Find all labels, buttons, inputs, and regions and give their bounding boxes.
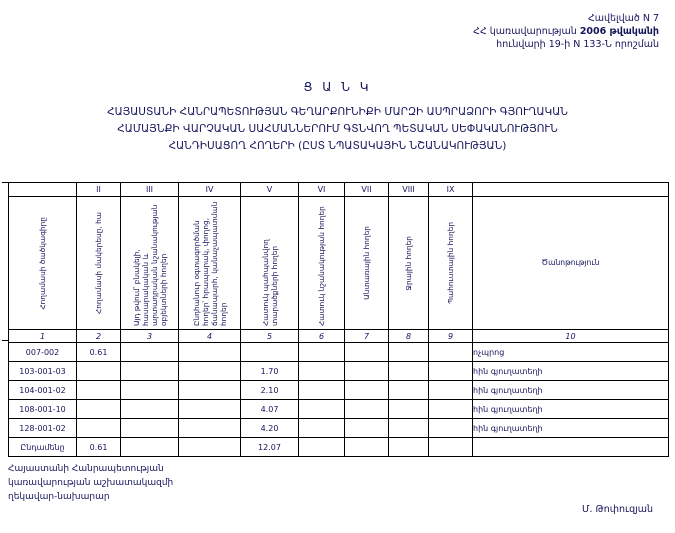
cell-common-use bbox=[179, 419, 241, 438]
cell-area bbox=[77, 362, 121, 381]
header-cell-forest bbox=[345, 197, 389, 330]
cell-water bbox=[389, 381, 429, 400]
header-cell-common-use bbox=[179, 197, 241, 330]
header-label-residential: Այդ թվում՝ բնակելի, հասարակական և արտադրական նշանակության օբյեկտների հողեր bbox=[131, 204, 168, 326]
header-label-common-use: Ընդհանուր օգտագործման հողեր՝ հրապարակ, փողոց, ճանապարհ, կանաչապատման հողեր bbox=[191, 201, 228, 326]
subtitle-line-2: ՀԱՄԱՅՆՔԻ ՎԱՐՉԱԿԱՆ ՍԱՀՄԱՆՆԵՐՈՒՄ ԳՏՆՎՈՂ ՊԵՏԱԿԱՆ ՍԵՓԱԿԱՆՈՒԹՅՈՒՆ bbox=[117, 123, 558, 135]
header-label-protected: Հատուկ պահպանվող տարածքների հողեր bbox=[260, 239, 279, 326]
document-title: Ց Ա Ն Կ bbox=[303, 80, 372, 94]
cell-note: հին գյուղատեղի bbox=[473, 381, 669, 400]
roman-col-10 bbox=[473, 183, 669, 197]
cell-area bbox=[77, 400, 121, 419]
header-label-code: Հողամասի ծածկագիրը bbox=[38, 216, 47, 310]
header-label-note: Ծանոթություն bbox=[541, 258, 600, 268]
cell-protected bbox=[241, 343, 299, 362]
cell-water bbox=[389, 343, 429, 362]
header-cell-note bbox=[473, 197, 669, 330]
header-label-water: Ջրային հողեր bbox=[404, 235, 413, 291]
cell-area: 0.61 bbox=[77, 343, 121, 362]
cell-reserve bbox=[429, 400, 473, 419]
cell-special bbox=[299, 362, 345, 381]
table-header-row bbox=[9, 197, 669, 330]
header-line-2-prefix: ՀՀ կառավարության bbox=[473, 26, 580, 37]
cell-common-use bbox=[179, 400, 241, 419]
cell-special bbox=[299, 400, 345, 419]
header-label-area: Հողամասի մակերեսը, հա bbox=[94, 211, 103, 315]
footer-signature-name: Մ. Թոփուզյան bbox=[581, 504, 653, 515]
colnum-1: 1 bbox=[9, 330, 77, 343]
header-cell-protected bbox=[241, 197, 299, 330]
document-header bbox=[473, 12, 659, 51]
colnum-2: 2 bbox=[77, 330, 121, 343]
cell-forest bbox=[345, 343, 389, 362]
footer-line-3: ղեկավար-նախարար bbox=[8, 492, 110, 502]
cell-area bbox=[77, 419, 121, 438]
total-reserve bbox=[429, 438, 473, 457]
roman-col-6: VI bbox=[299, 183, 345, 197]
cell-note: հին գյուղատեղի bbox=[473, 362, 669, 381]
header-cell-special bbox=[299, 197, 345, 330]
total-label: Ընդամենը bbox=[9, 438, 77, 457]
roman-col-2: II bbox=[77, 183, 121, 197]
colnum-8: 8 bbox=[389, 330, 429, 343]
cell-common-use bbox=[179, 343, 241, 362]
cell-water bbox=[389, 362, 429, 381]
cell-residential bbox=[121, 419, 179, 438]
total-common-use bbox=[179, 438, 241, 457]
header-cell-residential bbox=[121, 197, 179, 330]
total-forest bbox=[345, 438, 389, 457]
cell-protected: 2.10 bbox=[241, 381, 299, 400]
colnum-3: 3 bbox=[121, 330, 179, 343]
cell-reserve bbox=[429, 362, 473, 381]
cell-protected: 1.70 bbox=[241, 362, 299, 381]
cell-forest bbox=[345, 381, 389, 400]
total-protected: 12.07 bbox=[241, 438, 299, 457]
header-cell-water bbox=[389, 197, 429, 330]
roman-col-8: VIII bbox=[389, 183, 429, 197]
land-registry-table-wrapper bbox=[8, 182, 668, 457]
roman-col-3: III bbox=[121, 183, 179, 197]
cell-protected: 4.20 bbox=[241, 419, 299, 438]
table-row bbox=[9, 419, 669, 438]
table-total-row bbox=[9, 438, 669, 457]
cell-forest bbox=[345, 400, 389, 419]
header-cell-reserve bbox=[429, 197, 473, 330]
cell-special bbox=[299, 419, 345, 438]
header-line-2 bbox=[473, 25, 659, 38]
cell-note: հին գյուղատեղի bbox=[473, 419, 669, 438]
cell-forest bbox=[345, 362, 389, 381]
cell-code: 007-002 bbox=[9, 343, 77, 362]
cell-special bbox=[299, 381, 345, 400]
cell-water bbox=[389, 419, 429, 438]
cell-reserve bbox=[429, 343, 473, 362]
colnum-9: 9 bbox=[429, 330, 473, 343]
table-row bbox=[9, 362, 669, 381]
cell-note: հին գյուղատեղի bbox=[473, 400, 669, 419]
cell-code: 103-001-03 bbox=[9, 362, 77, 381]
table-row bbox=[9, 400, 669, 419]
header-cell-code bbox=[9, 197, 77, 330]
total-special bbox=[299, 438, 345, 457]
header-label-reserve: Պահուստային հողեր bbox=[446, 222, 455, 304]
cell-area bbox=[77, 381, 121, 400]
cell-code: 108-001-10 bbox=[9, 400, 77, 419]
cell-code: 128-001-02 bbox=[9, 419, 77, 438]
header-label-special: Հատուկ նշանակության հողեր bbox=[317, 206, 326, 326]
cell-residential bbox=[121, 400, 179, 419]
colnum-5: 5 bbox=[241, 330, 299, 343]
land-registry-table bbox=[8, 182, 669, 457]
cell-water bbox=[389, 400, 429, 419]
cell-forest bbox=[345, 419, 389, 438]
cell-protected: 4.07 bbox=[241, 400, 299, 419]
cell-residential bbox=[121, 362, 179, 381]
table-row bbox=[9, 343, 669, 362]
header-cell-area bbox=[77, 197, 121, 330]
total-note bbox=[473, 438, 669, 457]
cell-special bbox=[299, 343, 345, 362]
roman-col-7: VII bbox=[345, 183, 389, 197]
cell-residential bbox=[121, 343, 179, 362]
footer-line-1: Հայաստանի Հանրապետության bbox=[8, 464, 164, 474]
cell-common-use bbox=[179, 362, 241, 381]
total-residential bbox=[121, 438, 179, 457]
document-subtitle bbox=[0, 104, 675, 155]
subtitle-line-3: ՀԱՆԴԻՍԱՑՈՂ ՀՈՂԵՐԻ (ԸՍՏ ՆՊԱՏԱԿԱՅԻՆ ՆՇԱՆԱԿՈՒԹՅԱՆ) bbox=[168, 140, 507, 152]
header-label-forest: Անտառային հողեր bbox=[362, 226, 371, 300]
total-water bbox=[389, 438, 429, 457]
roman-col-1 bbox=[9, 183, 77, 197]
colnum-7: 7 bbox=[345, 330, 389, 343]
cell-code: 104-001-02 bbox=[9, 381, 77, 400]
colnum-10: 10 bbox=[473, 330, 669, 343]
table-roman-header-row bbox=[9, 183, 669, 197]
table-column-number-row bbox=[9, 330, 669, 343]
roman-col-4: IV bbox=[179, 183, 241, 197]
roman-col-9: IX bbox=[429, 183, 473, 197]
cell-residential bbox=[121, 381, 179, 400]
total-area: 0.61 bbox=[77, 438, 121, 457]
table-row bbox=[9, 381, 669, 400]
header-line-2-year: 2006 թվականի bbox=[579, 26, 659, 37]
header-line-3: հունվարի 19-ի N 133-Ն որոշման bbox=[496, 39, 659, 50]
cell-note: ոչպրոց bbox=[473, 343, 669, 362]
footer-signatory-block bbox=[8, 462, 173, 504]
cell-common-use bbox=[179, 381, 241, 400]
colnum-6: 6 bbox=[299, 330, 345, 343]
subtitle-line-1: ՀԱՅԱՍՏԱՆԻ ՀԱՆՐԱՊԵՏՈՒԹՅԱՆ ԳԵՂԱՐՔՈՒՆԻՔԻ ՄԱՐԶԻ ԱՍՊՐԱՁՈՐԻ ԳՅՈՒՂԱԿԱՆ bbox=[107, 106, 568, 118]
roman-col-5: V bbox=[241, 183, 299, 197]
colnum-4: 4 bbox=[179, 330, 241, 343]
cell-reserve bbox=[429, 381, 473, 400]
footer-line-2: կառավարության աշխատակազմի bbox=[8, 478, 174, 488]
header-line-1: Հավելված N 7 bbox=[587, 13, 659, 24]
cell-reserve bbox=[429, 419, 473, 438]
